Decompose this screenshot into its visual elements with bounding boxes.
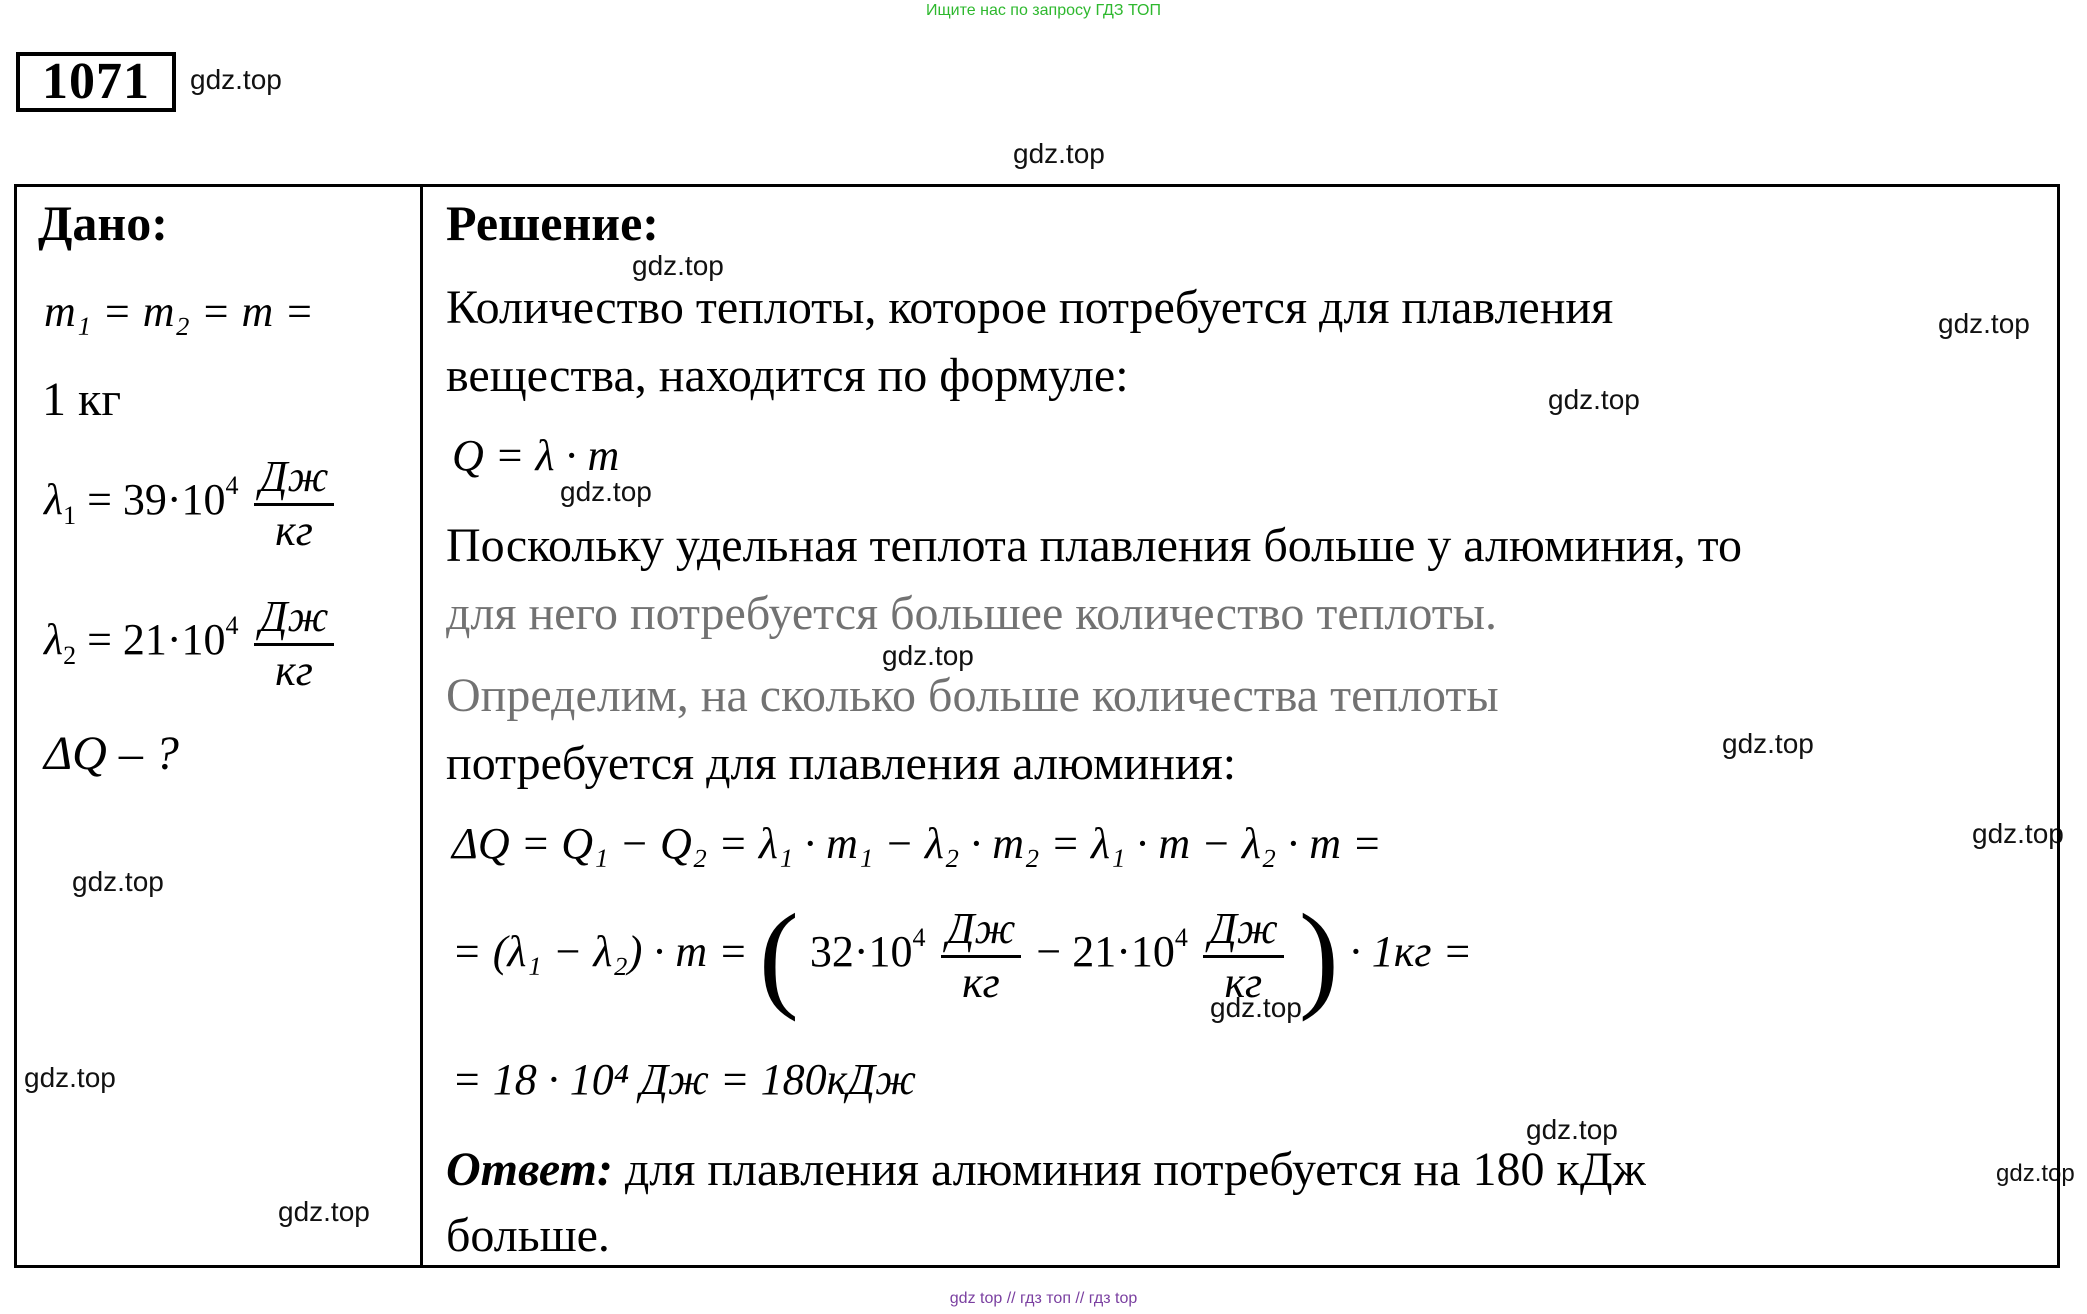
given-find: ΔQ – ? <box>44 727 179 780</box>
paragraph-line: для него потребуется большее количество теплоты. <box>446 587 1497 640</box>
footer-links: gdz top // гдз топ // гдз top <box>949 1290 1138 1307</box>
solution-title: Решение: <box>446 195 659 251</box>
table-divider <box>420 184 423 1268</box>
watermark: gdz.top <box>24 1062 116 1093</box>
given-mass-relation: m₁ = m₂ = m = <box>44 287 314 336</box>
exponent: 4 <box>1174 923 1188 953</box>
top-banner: Ищите нас по запросу ГДЗ ТОП <box>926 2 1161 19</box>
eq2-start: = (λ₁ − λ₂) · m = <box>452 927 748 977</box>
watermark: gdz.top <box>1548 384 1640 415</box>
watermark: gdz.top <box>632 250 724 281</box>
solution-table <box>14 184 2060 1268</box>
unit-denominator: кг <box>275 505 313 555</box>
eq2-end: · 1кг = <box>1349 927 1473 977</box>
open-paren: ( <box>758 889 799 1022</box>
unit-numerator: Дж <box>254 452 335 506</box>
problem-number: 1071 <box>16 52 176 112</box>
watermark: gdz.top <box>1722 728 1814 759</box>
unit-fraction <box>254 592 335 696</box>
lambda2-value: = 21·10 <box>87 615 226 665</box>
given-mass-value: 1 кг <box>42 373 122 426</box>
lambda1-value: = 39·10 <box>87 475 226 525</box>
unit-numerator: Дж <box>1203 904 1284 958</box>
unit-numerator: Дж <box>941 904 1022 958</box>
unit-numerator: Дж <box>254 592 335 646</box>
formula-heat: Q = λ · m <box>452 431 620 480</box>
eq2-value2: − 21·10 <box>1036 927 1175 977</box>
eq2-value1: 32·10 <box>809 927 913 977</box>
exponent: 4 <box>912 923 926 953</box>
watermark: gdz.top <box>1972 818 2064 849</box>
paragraph-line: вещества, находится по формуле: <box>446 349 1129 402</box>
answer-line <box>446 1142 1646 1197</box>
paragraph-line: потребуется для плавления алюминия: <box>446 737 1237 790</box>
exponent: 4 <box>225 471 239 501</box>
paragraph-line: Определим, на сколько больше количества теплоты <box>446 669 1499 722</box>
watermark: gdz.top <box>560 476 652 507</box>
watermark: gdz.top <box>882 640 974 671</box>
equation-delta-q: ΔQ = Q₁ − Q₂ = λ₁ · m₁ − λ₂ · m₂ = λ₁ · m − λ₂ · m = <box>452 819 1382 868</box>
unit-fraction <box>1203 904 1284 1008</box>
answer-label: Ответ: <box>446 1143 613 1196</box>
equation-result: = 18 · 10⁴ Дж = 180кДж <box>452 1055 917 1104</box>
watermark: gdz.top <box>1938 308 2030 339</box>
unit-denominator: кг <box>962 957 1000 1007</box>
exponent: 4 <box>225 611 239 641</box>
given-title: Дано: <box>38 195 168 251</box>
watermark: gdz.top <box>1210 992 1302 1023</box>
answer-line: больше. <box>446 1209 610 1262</box>
paragraph-line: Количество теплоты, которое потребуется для плавления <box>446 281 1614 334</box>
paragraph-line: Поскольку удельная теплота плавления больше у алюминия, то <box>446 519 1743 572</box>
watermark: gdz.top <box>72 866 164 897</box>
watermark: gdz.top <box>1013 138 1105 169</box>
watermark: gdz.top <box>190 64 282 95</box>
given-lambda2: $\lambda_2 = 21\cdot 10^4$ $\frac{Дж}{кг}$ <box>44 592 338 696</box>
watermark: gdz.top <box>278 1196 370 1227</box>
watermark: gdz.top <box>1996 1160 2075 1187</box>
close-paren: ) <box>1298 889 1339 1022</box>
unit-fraction <box>941 904 1022 1008</box>
unit-fraction <box>254 452 335 556</box>
watermark: gdz.top <box>1526 1114 1618 1145</box>
answer-text: для плавления алюминия потребуется на 180 кДж <box>624 1143 1646 1196</box>
unit-denominator: кг <box>275 645 313 695</box>
unit-denominator: кг <box>1224 957 1263 1007</box>
given-lambda1: $\lambda_1 = 39\cdot 10^4$ $\frac{Дж}{кг}$ <box>44 452 338 556</box>
equation-substitution <box>452 889 1473 1022</box>
